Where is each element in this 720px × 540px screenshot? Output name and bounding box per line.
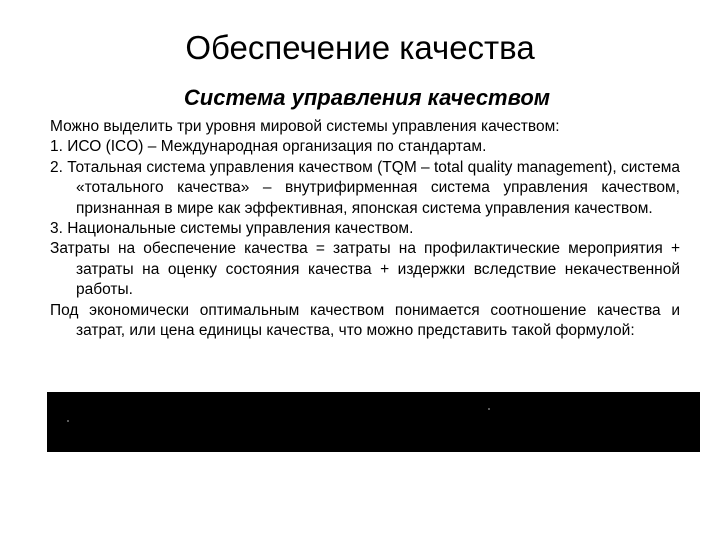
formula-speck	[488, 408, 490, 410]
list-item-iso: 1. ИСО (ICO) – Международная организация по стандартам.	[50, 138, 487, 156]
list-item-tqm: 2. Тотальная система управления качеством (TQM – total quality management), система «тотального качества» – внутрифирменная система управления качеством, признанная в мире как эффективная, японская система управления качеством.	[50, 158, 680, 217]
list-item-national: 3. Национальные системы управления качеством.	[50, 220, 414, 238]
intro-paragraph: Можно выделить три уровня мировой системы управления качеством:	[50, 118, 560, 135]
optimal-quality-paragraph: Под экономически оптимальным качеством понимается соотношение качества и затрат, или цена единицы качества, что можно представить такой формулой:	[50, 301, 680, 340]
costs-paragraph: Затраты на обеспечение качества = затраты на профилактические мероприятия + затраты на оценку состояния качества + издержки вследствие некачественной работы.	[50, 240, 680, 299]
slide-subtitle: Система управления качеством	[183, 85, 551, 110]
slide-title: Обеспечение качества	[185, 29, 535, 66]
formula-speck	[67, 420, 69, 422]
formula-image	[47, 392, 700, 452]
slide-body	[50, 117, 680, 341]
